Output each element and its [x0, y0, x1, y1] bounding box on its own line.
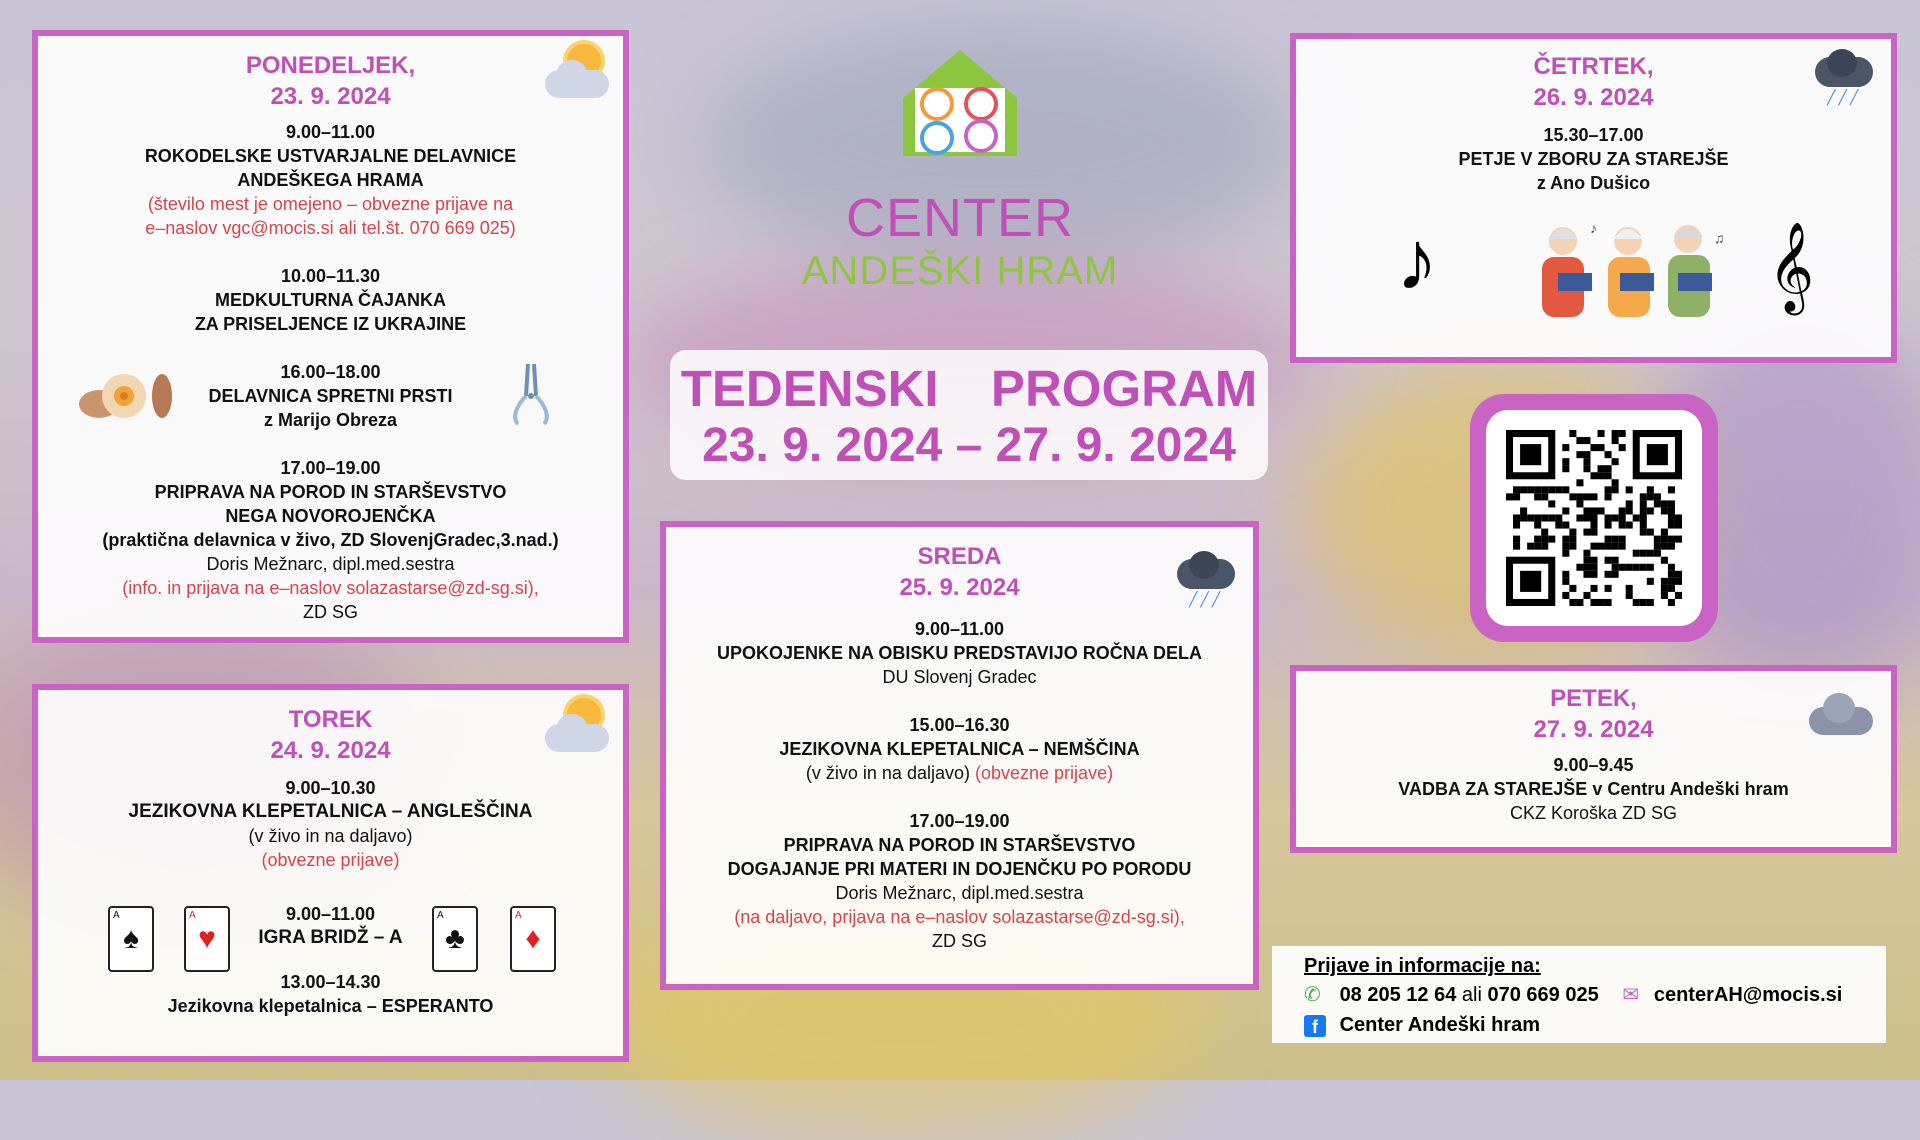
monday-ev1-note: e–naslov vgc@mocis.si ali tel.št. 070 669 025) [145, 218, 516, 238]
sun-cloud-icon [545, 698, 611, 754]
thursday-ev1-title: PETJE V ZBORU ZA STAREJŠE [1458, 149, 1729, 169]
tuesday-day: TOREK [288, 706, 373, 733]
cloud-icon [1809, 691, 1875, 737]
phone-icon: ✆ [1304, 984, 1321, 1006]
phone-separator: ali [1461, 984, 1482, 1006]
svg-text:♫: ♫ [1714, 230, 1725, 246]
pliers-icon [506, 362, 556, 428]
tuesday-card [32, 684, 629, 1062]
monday-ev4-note: (info. in prijava na e–naslov solazastarse@zd-sg.si), [122, 578, 539, 598]
wednesday-ev3-time: 17.00–19.00 [909, 811, 1010, 831]
friday-date: 27. 9. 2024 [1533, 716, 1654, 743]
thursday-ev1-time: 15.30–17.00 [1543, 125, 1644, 145]
monday-card [32, 30, 629, 643]
wednesday-card [660, 521, 1259, 990]
qr-code[interactable] [1470, 394, 1718, 642]
thursday-date: 26. 9. 2024 [1533, 84, 1654, 111]
friday-ev1-time: 9.00–9.45 [1553, 755, 1634, 775]
playing-card-icon: A ♠ [108, 906, 154, 972]
wednesday-ev3-org: ZD SG [931, 931, 987, 951]
choir-illustration-icon [1528, 219, 1734, 319]
monday-date: 23. 9. 2024 [270, 83, 391, 110]
wednesday-ev1-title: UPOKOJENKE NA OBISKU PREDSTAVIJO ROČNA DELA [716, 643, 1203, 663]
monday-ev2-time: 10.00–11.30 [280, 266, 381, 286]
monday-ev2-title: ZA PRISELJENCE IZ UKRAJINE [194, 314, 467, 334]
rain-cloud-icon: ╱╱╱ [1811, 49, 1877, 105]
friday-card [1290, 665, 1897, 853]
monday-day: PONEDELJEK, [245, 52, 416, 79]
thursday-ev1-host: z Ano Dušico [1536, 173, 1651, 193]
logo-subtitle: ANDEŠKI HRAM [801, 249, 1119, 293]
rain-cloud-icon: ╱╱╱ [1173, 551, 1239, 607]
qr-code-icon [1506, 430, 1682, 606]
svg-text:♪: ♪ [1590, 220, 1597, 236]
tuesday-ev2-title: IGRA BRIDŽ – A [258, 927, 403, 948]
headline-title: TEDENSKI PROGRAM [680, 360, 1258, 417]
monday-ev4-title: (praktična delavnica v živo, ZD SlovenjGradec,3.nad.) [102, 530, 559, 550]
monday-ev3-host: z Marijo Obreza [263, 410, 398, 430]
wednesday-ev2-note: (obvezne prijave) [975, 763, 1114, 783]
facebook-icon: f [1304, 1015, 1326, 1037]
facebook-link[interactable]: Center Andeški hram [1339, 1014, 1540, 1036]
logo-title: CENTER [845, 188, 1074, 248]
center-logo [780, 48, 1140, 298]
friday-ev1-title: VADBA ZA STAREJŠE v Centru Andeški hram [1398, 779, 1789, 799]
tuesday-ev1-note: (obvezne prijave) [261, 850, 400, 870]
thursday-card [1290, 33, 1897, 363]
email-link[interactable]: centerAH@mocis.si [1653, 984, 1843, 1006]
wednesday-ev2-title: JEZIKOVNA KLEPETALNICA – NEMŠČINA [779, 739, 1140, 759]
monday-ev4-org: ZD SG [302, 602, 358, 622]
playing-card-icon: A ♦ [510, 906, 556, 972]
music-note-icon: ♪ [1396, 213, 1438, 307]
tuesday-ev3-title: Jezikovna klepetalnica – ESPERANTO [167, 996, 494, 1016]
monday-ev4-time: 17.00–19.00 [280, 458, 381, 478]
wednesday-ev2-mode: (v živo in na daljavo) [805, 763, 970, 783]
headline-dates: 23. 9. 2024 – 27. 9. 2024 [702, 419, 1236, 472]
wednesday-ev2-time: 15.00–16.30 [909, 715, 1010, 735]
wednesday-ev1-org: DU Slovenj Gradec [882, 667, 1037, 687]
qr-inner [1486, 410, 1702, 626]
monday-ev3-title: DELAVNICA SPRETNI PRSTI [208, 386, 453, 406]
wednesday-day: SREDA [917, 543, 1002, 570]
playing-card-icon: A ♥ [184, 906, 230, 972]
tuesday-date: 24. 9. 2024 [270, 737, 391, 764]
wednesday-ev3-title: DOGAJANJE PRI MATERI IN DOJENČKU PO PORODU [727, 859, 1192, 879]
wednesday-ev1-time: 9.00–11.00 [914, 619, 1005, 639]
hands-flower-icon [74, 366, 174, 426]
monday-ev3-time: 16.00–18.00 [280, 362, 381, 382]
contact-box [1272, 946, 1886, 1043]
monday-ev4-host: Doris Mežnarc, dipl.med.sestra [206, 554, 455, 574]
monday-ev4-title: NEGA NOVOROJENČKA [225, 506, 436, 526]
wednesday-date: 25. 9. 2024 [899, 574, 1020, 601]
phone-1[interactable]: 08 205 12 64 [1339, 984, 1457, 1006]
monday-ev2-title: MEDKULTURNA ČAJANKA [215, 290, 446, 310]
wednesday-ev3-note: (na daljavo, prijava na e–naslov solazastarse@zd-sg.si), [734, 907, 1185, 927]
house-logo-icon [899, 48, 1021, 158]
tuesday-ev1-mode: (v živo in na daljavo) [248, 826, 413, 846]
tuesday-ev1-time: 9.00–10.30 [285, 778, 376, 798]
monday-ev1-time: 9.00–11.00 [285, 122, 376, 142]
monday-ev1-title: ANDEŠKEGA HRAMA [237, 170, 424, 190]
wednesday-ev3-title: PRIPRAVA NA POROD IN STARŠEVSTVO [783, 835, 1136, 855]
monday-ev4-title: PRIPRAVA NA POROD IN STARŠEVSTVO [154, 482, 507, 502]
sun-cloud-icon [545, 44, 611, 100]
friday-ev1-org: CKZ Koroška ZD SG [1509, 803, 1678, 823]
tuesday-ev1-title: JEZIKOVNA KLEPETALNICA – ANGLEŠČINA [128, 801, 533, 822]
playing-card-icon: A ♣ [432, 906, 478, 972]
phone-2[interactable]: 070 669 025 [1487, 984, 1599, 1006]
friday-day: PETEK, [1550, 685, 1637, 712]
wednesday-ev3-host: Doris Mežnarc, dipl.med.sestra [835, 883, 1084, 903]
mail-icon: ✉ [1622, 984, 1640, 1006]
monday-ev1-note: (število mest je omejeno – obvezne prijave na [147, 194, 514, 214]
monday-ev1-title: ROKODELSKE USTVARJALNE DELAVNICE [144, 146, 517, 166]
headline-box [670, 350, 1268, 480]
tuesday-ev3-time: 13.00–14.30 [280, 972, 381, 992]
treble-clef-icon: 𝄞 [1768, 222, 1815, 312]
thursday-day: ČETRTEK, [1533, 53, 1654, 80]
contact-heading: Prijave in informacije na: [1304, 955, 1541, 977]
tuesday-ev2-time: 9.00–11.00 [285, 904, 376, 924]
